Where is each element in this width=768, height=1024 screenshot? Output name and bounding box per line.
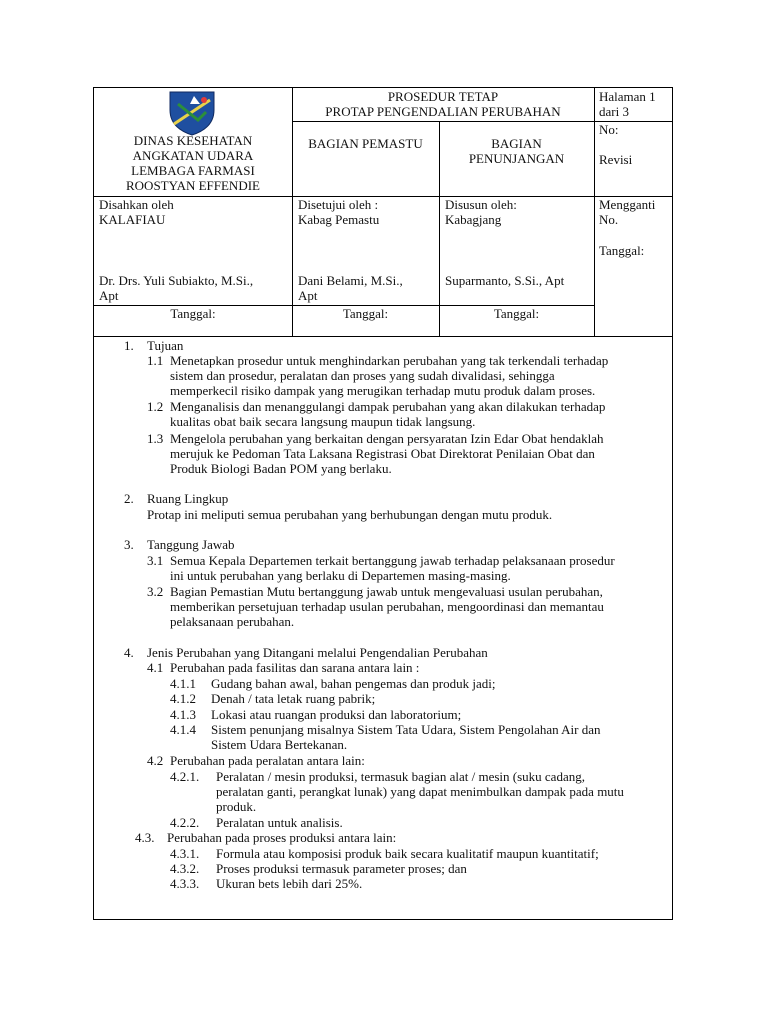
item-number: 4.3.3. <box>170 876 200 891</box>
org-line: ANGKATAN UDARA <box>132 148 254 163</box>
paragraph-line: produk. <box>216 799 257 814</box>
revision-label: Revisi <box>599 152 633 167</box>
paragraph-line: Mengelola perubahan yang berkaitan dengan persyaratan Izin Edar Obat hendaklah <box>170 431 604 446</box>
agreer-name-line: Dani Belami, M.Si., <box>298 273 403 288</box>
paragraph-line: sistem dan prosedur, peralatan dan proses yang sudah divalidasi, sehingga <box>170 368 555 383</box>
paragraph-line: Ukuran bets lebih dari 25%. <box>216 876 363 891</box>
approver-name-line: Apt <box>99 288 119 303</box>
paragraph-line: Perubahan pada peralatan antara lain: <box>170 753 365 768</box>
document-page <box>93 87 673 920</box>
page-number: Halaman 1 <box>599 89 656 104</box>
section-title: Tujuan <box>147 338 184 353</box>
agreed-by <box>298 197 379 227</box>
dept-line: BAGIAN <box>491 136 542 151</box>
paragraph-line: memperkecil risiko dampak yang merugikan terhadap mutu produk dalam proses. <box>170 383 596 398</box>
approval-role: KALAFIAU <box>99 212 166 227</box>
subsection-number: 3.1 <box>147 553 164 568</box>
item-number: 4.3.1. <box>170 846 200 861</box>
section-number: 1. <box>124 338 134 353</box>
dept-penunjangan <box>439 136 594 166</box>
paragraph-line: Produk Biologi Badan POM yang berlaku. <box>170 461 392 476</box>
section-title: Ruang Lingkup <box>147 491 229 506</box>
paragraph-line: Peralatan untuk analisis. <box>216 815 343 830</box>
approver-name-line: Dr. Drs. Yuli Subiakto, M.Si., <box>99 273 254 288</box>
page-count: dari 3 <box>599 104 629 119</box>
item-number: 4.2.1. <box>170 769 200 784</box>
paragraph-line: Perubahan pada proses produksi antara lain: <box>167 830 397 845</box>
paragraph-line: Sistem penunjang misalnya Sistem Tata Udara, Sistem Pengolahan Air dan <box>211 722 601 737</box>
section-number: 4. <box>124 645 134 660</box>
section-number: 2. <box>124 491 134 506</box>
paragraph-line: Gudang bahan awal, bahan pengemas dan produk jadi; <box>211 676 496 691</box>
air-force-health-emblem-icon <box>164 90 220 136</box>
paragraph-line: Denah / tata letak ruang pabrik; <box>211 691 376 706</box>
date-field: Tanggal: <box>170 306 216 321</box>
subsection-number: 4.1 <box>147 660 164 675</box>
paragraph-line: Peralatan / mesin produksi, termasuk bagian alat / mesin (suku cadang, <box>216 769 585 784</box>
paragraph-line: Semua Kepala Departemen terkait bertanggung jawab terhadap pelaksanaan prosedur <box>170 553 615 568</box>
org-line: DINAS KESEHATAN <box>133 133 253 148</box>
table-divider <box>594 88 595 337</box>
section-title: Jenis Perubahan yang Ditangani melalui Pengendalian Perubahan <box>147 645 488 660</box>
org-line: ROOSTYAN EFFENDIE <box>126 178 260 193</box>
approved-by <box>99 197 174 227</box>
approval-role: Kabagjang <box>445 212 502 227</box>
prepared-by <box>445 197 517 227</box>
paragraph-line: Formula atau komposisi produk baik secara kualitatif maupun kuantitatif; <box>216 846 599 861</box>
date-field: Tanggal: <box>342 306 389 321</box>
subsection-number: 1.2 <box>147 399 164 414</box>
dept-pemastu: BAGIAN PEMASTU <box>308 136 423 151</box>
paragraph-line: kualitas obat baik secara langsung maupun tidak langsung. <box>170 414 476 429</box>
replaces-label <box>599 197 655 227</box>
table-divider <box>94 336 672 337</box>
paragraph-line: Proses produksi termasuk parameter proses; dan <box>216 861 467 876</box>
section-number: 3. <box>124 537 134 552</box>
item-number: 4.3.2. <box>170 861 200 876</box>
paragraph-line: Perubahan pada fasilitas dan sarana antara lain : <box>170 660 420 675</box>
replaces-date-label: Tanggal: <box>599 243 645 258</box>
item-number: 4.2.2. <box>170 815 200 830</box>
doc-number-label: No: <box>599 122 619 137</box>
paragraph-line: peralatan ganti, perangkat lunak) yang dapat menimbulkan dampak pada mutu <box>216 784 624 799</box>
item-number: 4.1.2 <box>170 691 196 706</box>
paragraph-line: merujuk ke Pedoman Tata Laksana Registrasi Obat Direktorat Penilaian Obat dan <box>170 446 595 461</box>
page-info <box>599 89 656 119</box>
date-field: Tanggal: <box>493 306 540 321</box>
approval-label: Disusun oleh: <box>445 197 517 212</box>
approval-label: Disahkan oleh <box>99 197 174 212</box>
subsection-number: 1.1 <box>147 353 164 368</box>
doc-title <box>292 89 594 119</box>
agreer-name-line: Apt <box>298 288 318 303</box>
preparer-name: Suparmanto, S.Si., Apt <box>445 273 565 288</box>
table-divider <box>292 88 293 337</box>
approval-label: Disetujui oleh : <box>298 197 379 212</box>
paragraph-line: Protap ini meliputi semua perubahan yang berhubungan dengan mutu produk. <box>147 507 553 522</box>
paragraph-line: Sistem Udara Bertekanan. <box>211 737 348 752</box>
approver-name <box>99 273 253 303</box>
org-line: LEMBAGA FARMASI <box>131 163 255 178</box>
paragraph-line: Lokasi atau ruangan produksi dan laboratorium; <box>211 707 462 722</box>
subsection-number: 4.2 <box>147 753 164 768</box>
replaces-line: Mengganti <box>599 197 656 212</box>
paragraph-line: memberikan persetujuan terhadap usulan perubahan, mengoordinasi dan memantau <box>170 599 604 614</box>
replaces-line: No. <box>599 212 619 227</box>
paragraph-line: ini untuk perubahan yang berlaku di Departemen masing-masing. <box>170 568 511 583</box>
doc-title-line: PROSEDUR TETAP <box>387 89 499 104</box>
subsection-number: 4.3. <box>135 830 155 845</box>
paragraph-line: pelaksanaan perubahan. <box>170 614 295 629</box>
item-number: 4.1.1 <box>170 676 196 691</box>
item-number: 4.1.3 <box>170 707 196 722</box>
org-name <box>94 133 292 193</box>
logo <box>164 90 220 136</box>
table-divider <box>94 196 672 197</box>
section-title: Tanggung Jawab <box>147 537 235 552</box>
paragraph-line: Bagian Pemastian Mutu bertanggung jawab untuk mengevaluasi usulan perubahan, <box>170 584 603 599</box>
doc-title-line: PROTAP PENGENDALIAN PERUBAHAN <box>325 104 561 119</box>
subsection-number: 1.3 <box>147 431 164 446</box>
subsection-number: 3.2 <box>147 584 164 599</box>
paragraph-line: Menetapkan prosedur untuk menghindarkan perubahan yang tak terkendali terhadap <box>170 353 609 368</box>
item-number: 4.1.4 <box>170 722 196 737</box>
approval-role: Kabag Pemastu <box>298 212 380 227</box>
agreer-name <box>298 273 403 303</box>
dept-line: PENUNJANGAN <box>468 151 565 166</box>
paragraph-line: Menganalisis dan menanggulangi dampak perubahan yang akan dilakukan terhadap <box>170 399 606 414</box>
